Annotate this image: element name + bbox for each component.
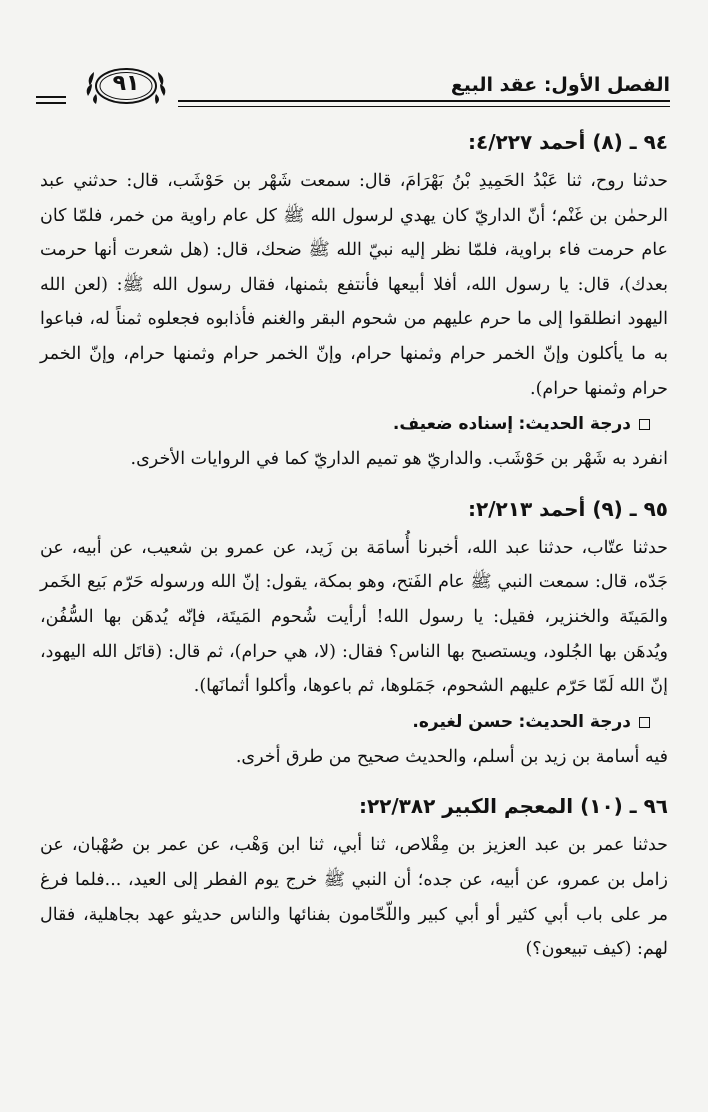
hadith-grade [40,704,668,740]
hadith-grade [40,406,668,442]
hadith-text: حدثنا روح، ثنا عَبْدُ الحَمِيدِ بْنُ بَهْرَامَ، قال: سمعت شَهْر بن حَوْشَب، قال: حدثني عبد الرحمٰن بن غَنْم؛ أنّ الداريّ كان يهدي لرسول الله ﷺ كل عام راوية من خمر، فلمّا كان عام حرمت فاء براوية، فلمّا نظر إليه نبيّ الله ﷺ ضحك، قال: (هل شعرت أنها حرمت بعدك)، قال: يا رسول الله، أفلا أبيعها فأنتفع بثمنها، فقال رسول الله ﷺ: (لعن الله اليهود انطلقوا إلى ما حرم عليهم من شحوم البقر والغنم فأذابوه فجعلوه ثمناً له، فباعوا به ما يأكلون وإنّ الخمر حرام وثمنها حرام، وإنّ الخمر حرام وثمنها حرام، وإنّ الخمر حرام وثمنها حرام). [40,171,668,399]
hadith-heading: ٩٥ ـ (٩) أحمد ٢/٢١٣: [468,496,668,521]
chapter-title: الفصل الأول: عقد البيع [450,74,670,96]
grade-note: انفرد به شَهْر بن حَوْشَب. والداريّ هو تميم الداريّ كما في الروايات الأخرى. [130,449,668,470]
square-bullet-icon [639,717,650,728]
hadith-text: حدثنا عمر بن عبد العزيز بن مِقْلاص، ثنا أبي، ثنا ابن وَهْب، عن عمر بن صُهْبان، عن زامل بن عمرو، عن أبيه، عن جده؛ أن النبي ﷺ خرج يوم الفطر إلى العيد، ...فلما فرغ مر على باب أبي كثير أو أبي كبير واللّحّامون بفنائها والناس حديثو عهد بجاهلية، فقال لهم: (كيف تبيعون؟) [40,835,668,960]
hadith-heading: ٩٦ ـ (١٠) المعجم الكبير ٢٢/٣٨٢: [358,794,668,819]
grade-label: درجة الحديث: [518,711,631,732]
hadith-heading: ٩٤ ـ (٨) أحمد ٤/٢٢٧: [468,130,668,154]
header-rule-thin [178,106,670,107]
header-ornament-rules [36,96,66,108]
page-number-badge [80,64,172,108]
square-bullet-icon [639,419,650,430]
grade-label: درجة الحديث: [518,414,631,435]
header-rule [178,100,670,102]
grade-note: فيه أسامة بن زيد بن أسلم، والحديث صحيح من طرق أخرى. [235,746,668,767]
page-number: ٩١ [112,71,140,96]
grade-value: حسن لغيره. [412,711,514,732]
running-header [36,62,670,118]
hadith-text: حدثنا عتّاب، حدثنا عبد الله، أخبرنا أُسامَة بن زَيد، عن عمرو بن شعيب، عن أبيه، عن جَدّه، قال: سمعت النبي ﷺ عام الفَتح، وهو بمكة، يقول: إنّ الله ورسوله حَرّم بَيع الخَمر والمَيتَة والخنزير، فقيل: يا رسول الله! أرأيت شُحوم المَيتَة، فإنّه يُدهَن بها السُّفُن، ويُدهَن بها الجُلود، ويستصبح بها الناس؟ فقال: (لا، هي حرام)، ثم قال: (قاتَل الله اليهود، إنّ الله لَمّا حَرّم عليهم الشحوم، جَمَلوها، ثم باعوها، وأكلوا أثمانَها). [40,537,668,697]
grade-value: إسناده ضعيف. [392,414,514,435]
page-body [40,120,668,967]
